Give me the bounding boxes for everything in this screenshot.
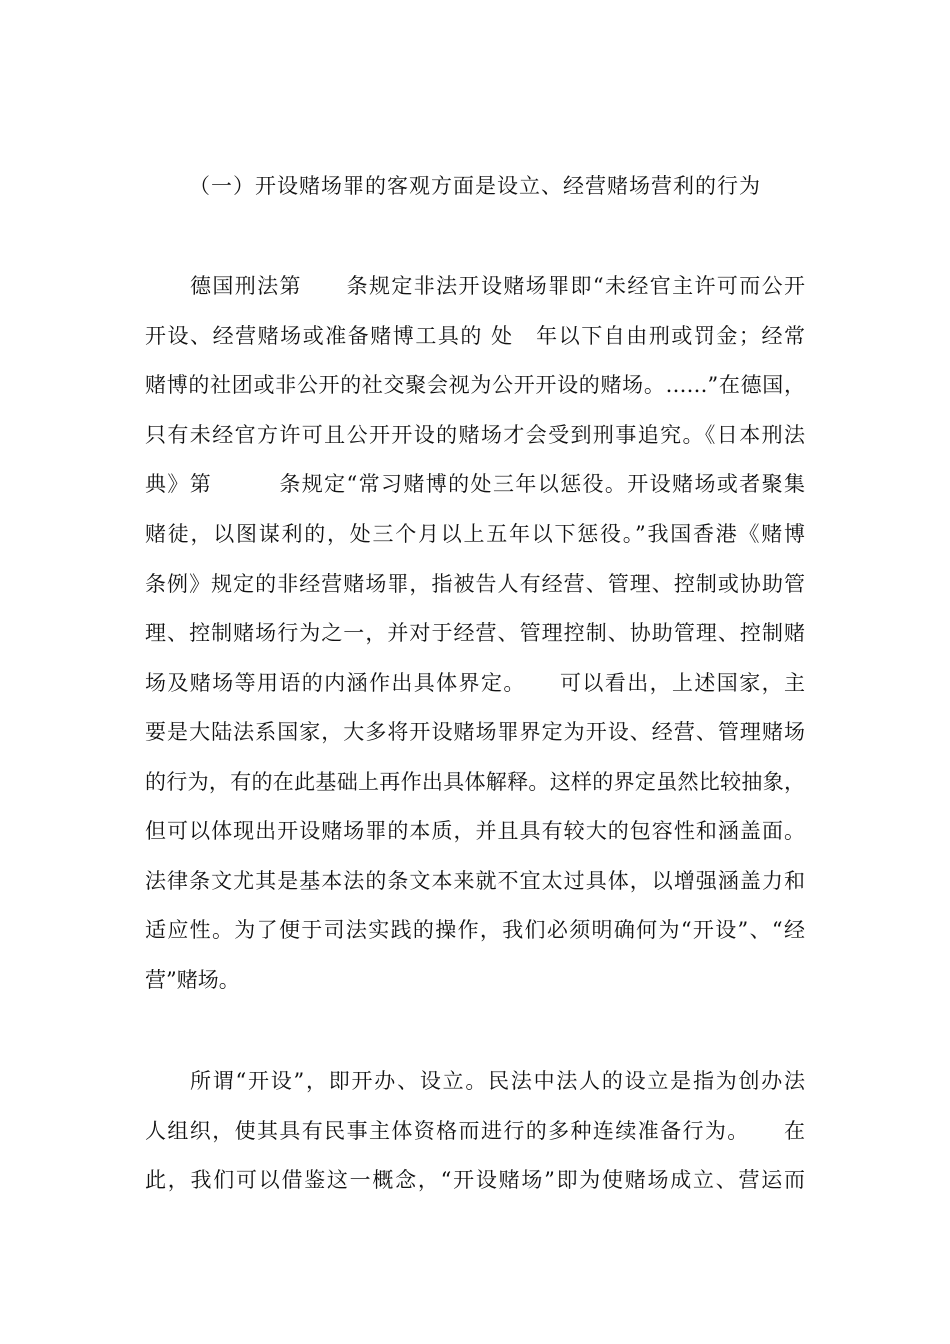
paragraph-1-line: 只有未经官方许可且公开开设的赌场才会受到刑事追究。《日本刑法 [145, 423, 805, 447]
paragraph-1-line: 但可以体现出开设赌场罪的本质，并且具有较大的包容性和涵盖面。 [145, 819, 805, 843]
paragraph-1-line: 营”赌场。 [145, 968, 240, 992]
paragraph-1-line: 条例》规定的非经营赌场罪，指被告人有经营、管理、控制或协助管 [145, 572, 805, 596]
paragraph-2-line: 所谓“开设”，即开办、设立。民法中法人的设立是指为创办法 [190, 1069, 805, 1093]
paragraph-1-line: 赌徒，以图谋利的，处三个月以上五年以下惩役。”我国香港《赌博 [145, 522, 805, 546]
paragraph-1-line: 法律条文尤其是基本法的条文本来就不宜太过具体，以增强涵盖力和 [145, 869, 805, 893]
paragraph-1-line: 开设、经营赌场或准备赌博工具的 处 年以下自由刑或罚金；经常 [145, 324, 805, 348]
paragraph-1-line: 赌博的社团或非公开的社交聚会视为公开开设的赌场。……”在德国， [145, 373, 805, 397]
paragraph-1-line: 的行为，有的在此基础上再作出具体解释。这样的界定虽然比较抽象， [145, 770, 805, 794]
paragraph-2-line: 此，我们可以借鉴这一概念，“开设赌场”即为使赌场成立、营运而 [145, 1168, 805, 1192]
section-heading: （一）开设赌场罪的客观方面是设立、经营赌场营利的行为 [189, 174, 761, 198]
paragraph-1-line: 场及赌场等用语的内涵作出具体界定。 可以看出，上述国家，主 [145, 671, 805, 695]
paragraph-1-line: 要是大陆法系国家，大多将开设赌场罪界定为开设、经营、管理赌场 [145, 720, 805, 744]
paragraph-1-line: 适应性。为了便于司法实践的操作，我们必须明确何为“开设”、“经 [145, 918, 805, 942]
paragraph-1-line: 理、控制赌场行为之一，并对于经营、管理控制、协助管理、控制赌 [145, 621, 805, 645]
paragraph-1-line: 德国刑法第 条规定非法开设赌场罪即“未经官主许可而公开 [190, 274, 805, 298]
paragraph-1-line: 典》第 条规定“常习赌博的处三年以惩役。开设赌场或者聚集 [145, 472, 805, 496]
paragraph-2-line: 人组织，使其具有民事主体资格而进行的多种连续准备行为。 在 [145, 1119, 805, 1143]
